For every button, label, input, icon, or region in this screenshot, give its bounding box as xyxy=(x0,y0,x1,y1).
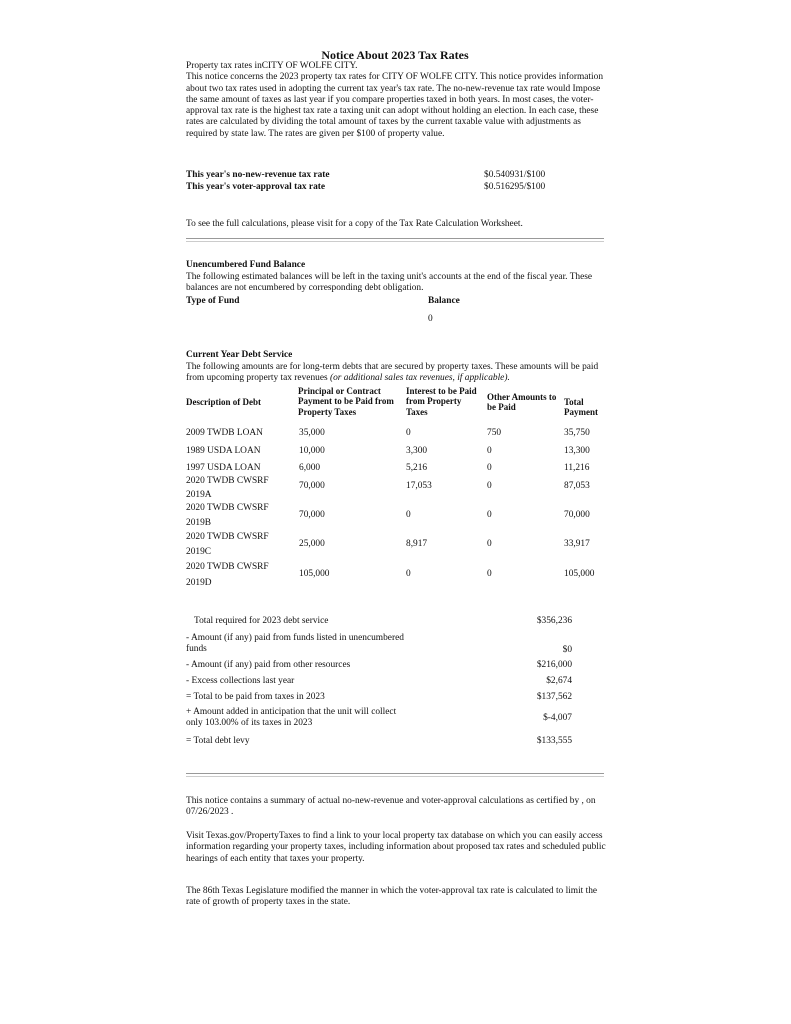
debt-description: 1989 USDA LOAN xyxy=(186,446,261,456)
debt-service-text xyxy=(186,362,602,385)
debt-table-row xyxy=(186,503,606,529)
debt-other: 0 xyxy=(487,463,492,473)
debt-principal: 70,000 xyxy=(299,510,325,520)
summary-value: $-4,007 xyxy=(543,713,572,723)
debt-principal: 6,000 xyxy=(299,463,321,473)
debt-interest: 0 xyxy=(406,510,411,520)
debt-other: 0 xyxy=(487,446,492,456)
debt-other: 0 xyxy=(487,481,492,491)
summary-value: $133,555 xyxy=(536,736,572,746)
debt-service-text-plain: The following amounts are for long-term debts that are secured by property taxes. These amounts will be paid from upcoming property tax revenues xyxy=(186,362,599,384)
summary-value: $137,562 xyxy=(536,692,572,702)
fund-balance-header: Balance xyxy=(428,296,460,306)
debt-interest: 8,917 xyxy=(406,539,428,549)
legislature-note-text: The 86th Texas Legislature modified the manner in which the voter-approval tax rate is calculated to limit the rate of growth of property taxes in the state. xyxy=(186,886,598,908)
section-divider xyxy=(186,238,604,242)
debt-principal: 10,000 xyxy=(299,446,325,456)
visit-note xyxy=(186,831,606,865)
summary-label: + Amount added in anticipation that the unit will collect only 103.00% of its taxes in 2023 xyxy=(186,707,397,729)
fund-balance-text: The following estimated balances will be left in the taxing unit's accounts at the end of the fiscal year. These balances are not encumbered by corresponding debt obligation. xyxy=(186,272,593,294)
debt-description-suffix: 2019D xyxy=(186,578,212,588)
debt-other: 750 xyxy=(487,428,502,438)
col-total: Total Payment xyxy=(564,397,598,418)
debt-service-text-italic: (or additional sales tax revenues, if applicable). xyxy=(329,373,510,384)
summary-value: $216,000 xyxy=(536,660,572,670)
debt-description: 2020 TWDB CWSRF xyxy=(186,503,269,513)
intro-paragraph: This notice concerns the 2023 property tax rates for CITY OF WOLFE CITY. This notice provides information about two tax rates used in adopting the current tax year's tax rate. The no-new-revenue tax rate would Impose the same amount of taxes as last year if you compare properties taxed in both years. In most cases, the voter-approval tax rate is the highest tax rate a taxing unit can adopt without holding an election. In each case, these rates are calculated by dividing the total amount of taxes by the current taxable value with adjustments as required by state law. The rates are given per $100 of property value. xyxy=(186,72,604,139)
debt-interest: 17,053 xyxy=(406,481,432,491)
section-divider xyxy=(186,773,604,777)
col-interest: Interest to be Paid from Property Taxes xyxy=(406,386,477,417)
debt-table-row xyxy=(186,476,606,502)
debt-principal: 105,000 xyxy=(299,569,330,579)
rate-label: This year's no-new-revenue tax rate xyxy=(186,170,330,180)
debt-table-row xyxy=(186,532,606,558)
fund-balance-value: 0 xyxy=(428,314,433,324)
debt-total: 87,053 xyxy=(564,481,590,491)
debt-interest: 3,300 xyxy=(406,446,428,456)
debt-principal: 35,000 xyxy=(299,428,325,438)
summary-value: $2,674 xyxy=(546,676,572,686)
debt-interest: 0 xyxy=(406,428,411,438)
col-principal: Principal or Contract Payment to be Paid from Property Taxes xyxy=(298,386,394,417)
debt-other: 0 xyxy=(487,569,492,579)
intro-section xyxy=(186,61,604,140)
debt-description: 1997 USDA LOAN xyxy=(186,463,261,473)
summary-label: = Total to be paid from taxes in 2023 xyxy=(186,692,325,702)
summary-label: Total required for 2023 debt service xyxy=(194,616,329,626)
summary-value: $0 xyxy=(562,645,572,655)
debt-description: 2020 TWDB CWSRF xyxy=(186,562,269,572)
visit-note-text: Visit Texas.gov/PropertyTaxes to find a link to your local property tax database on which you can easily access information regarding your property taxes, including information about proposed tax rates and scheduled public hearings of each entity that taxes your property. xyxy=(186,831,606,864)
debt-description-suffix: 2019B xyxy=(186,518,212,528)
worksheet-note: To see the full calculations, please visit for a copy of the Tax Rate Calculation Worksheet. xyxy=(186,219,523,229)
summary-label: - Amount (if any) paid from funds listed in unencumbered funds xyxy=(186,633,404,655)
debt-description-suffix: 2019A xyxy=(186,490,212,500)
fund-type-header: Type of Fund xyxy=(186,296,240,306)
debt-interest: 5,216 xyxy=(406,463,428,473)
notice-title: Notice About 2023 Tax Rates xyxy=(321,48,469,62)
debt-description: 2020 TWDB CWSRF xyxy=(186,532,269,542)
debt-total: 35,750 xyxy=(564,428,590,438)
debt-service-heading: Current Year Debt Service xyxy=(186,350,293,360)
summary-note-text: This notice contains a summary of actual no-new-revenue and voter-approval calculations as certified by , on 07/26/2023 . xyxy=(186,796,596,818)
debt-total: 13,300 xyxy=(564,446,590,456)
col-description: Description of Debt xyxy=(186,397,261,407)
debt-interest: 0 xyxy=(406,569,411,579)
debt-total: 33,917 xyxy=(564,539,590,549)
debt-total: 105,000 xyxy=(564,569,595,579)
intro-line: Property tax rates inCITY OF WOLFE CITY. xyxy=(186,61,358,71)
legislature-note xyxy=(186,886,606,909)
debt-other: 0 xyxy=(487,539,492,549)
debt-table-header xyxy=(186,386,606,426)
debt-description: 2020 TWDB CWSRF xyxy=(186,476,269,486)
summary-note xyxy=(186,796,606,819)
debt-total: 70,000 xyxy=(564,510,590,520)
summary-label: - Excess collections last year xyxy=(186,676,295,686)
debt-description: 2009 TWDB LOAN xyxy=(186,428,263,438)
col-other: Other Amounts to be Paid xyxy=(487,392,557,413)
summary-value: $356,236 xyxy=(536,616,572,626)
rate-value: $0.540931/$100 xyxy=(484,170,546,180)
debt-total: 11,216 xyxy=(564,463,590,473)
debt-principal: 70,000 xyxy=(299,481,325,491)
debt-table-row xyxy=(186,562,606,588)
debt-principal: 25,000 xyxy=(299,539,325,549)
debt-description-suffix: 2019C xyxy=(186,547,212,557)
summary-label: = Total debt levy xyxy=(186,736,250,746)
summary-label: - Amount (if any) paid from other resources xyxy=(186,660,351,670)
debt-other: 0 xyxy=(487,510,492,520)
fund-balance-heading: Unencumbered Fund Balance xyxy=(186,260,306,270)
rate-value: $0.516295/$100 xyxy=(484,182,546,192)
rate-label: This year's voter-approval tax rate xyxy=(186,182,326,192)
